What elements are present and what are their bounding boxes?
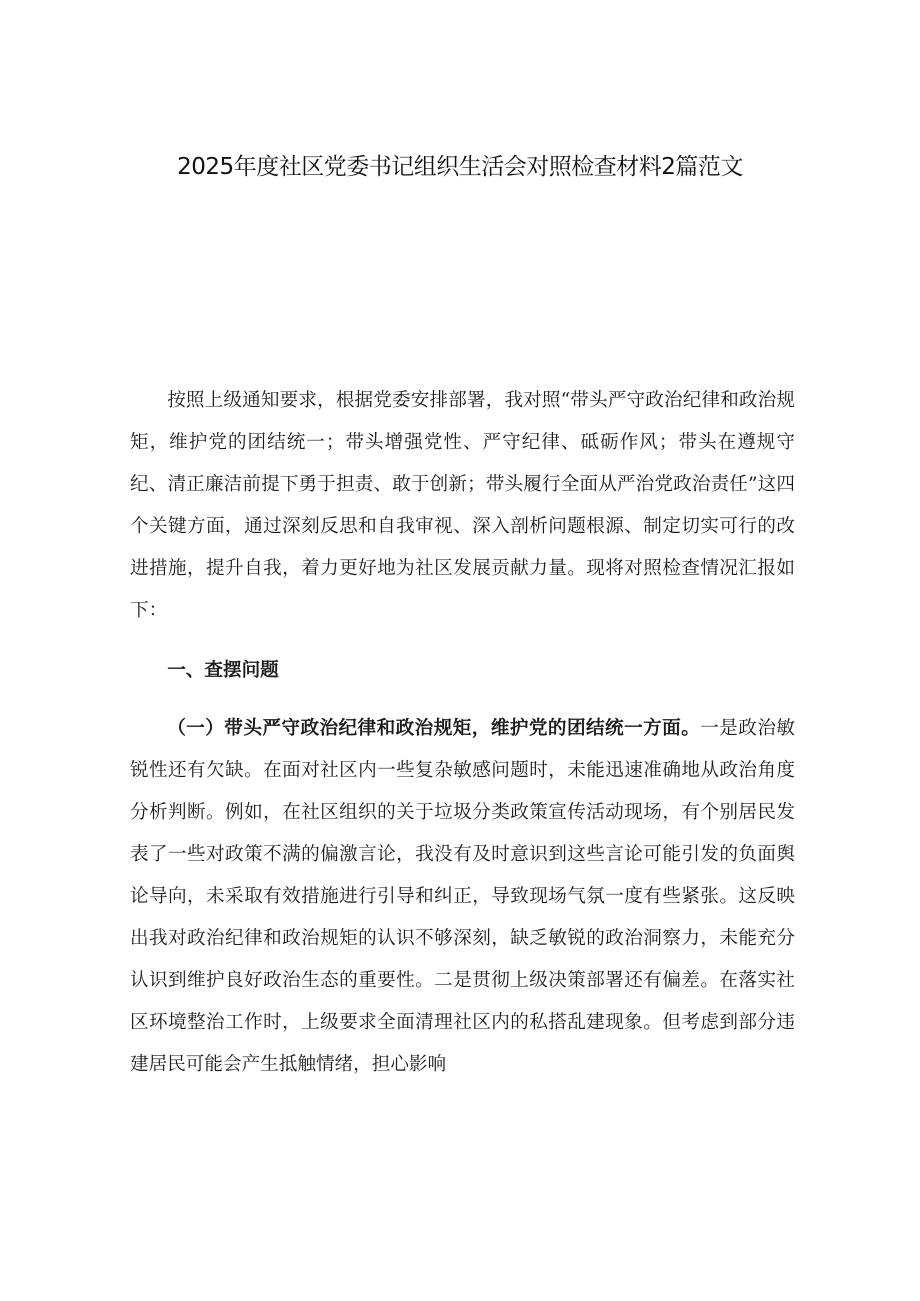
section-1-lead: （一）带头严守政治纪律和政治规矩，维护党的团结统一方面。: [167, 718, 701, 739]
document-title: 2025年度社区党委书记组织生活会对照检查材料2篇范文: [177, 154, 743, 180]
section-1-paragraph: [130, 708, 795, 1086]
heading-check-problems: 一、查摆问题: [167, 660, 279, 681]
section-1-text: 一是政治敏锐性还有欠缺。在面对社区内一些复杂敏感问题时，未能迅速准确地从政治角度分析判断。例如，在社区组织的关于垃圾分类政策宣传活动现场，有个别居民发表了一些对政策不满的偏激言论，我没有及时意识到这些言论可能引发的负面舆论导向，未采取有效措施进行引导和纠正，导致现场气氛一度有些紧张。这反映出我对政治纪律和政治规矩的认识不够深刻，缺乏敏锐的政治洞察力，未能充分认识到维护良好政治生态的重要性。二是贯彻上级决策部署还有偏差。在落实社区环境整治工作时，上级要求全面清理社区内的私搭乱建现象。但考虑到部分违建居民可能会产生抵触情绪，担心影响: [130, 718, 795, 1075]
intro-paragraph: 按照上级通知要求，根据党委安排部署，我对照“带头严守政治纪律和政治规矩，维护党的团结统一；带头增强党性、严守纪律、砥砺作风；带头在遵规守纪、清正廉洁前提下勇于担责、敢于创新；带头履行全面从严治党政治责任”这四个关键方面，通过深刻反思和自我审视、深入剖析问题根源、制定切实可行的改进措施，提升自我，着力更好地为社区发展贡献力量。现将对照检查情况汇报如下：: [130, 390, 795, 621]
document-body: [130, 380, 795, 1086]
